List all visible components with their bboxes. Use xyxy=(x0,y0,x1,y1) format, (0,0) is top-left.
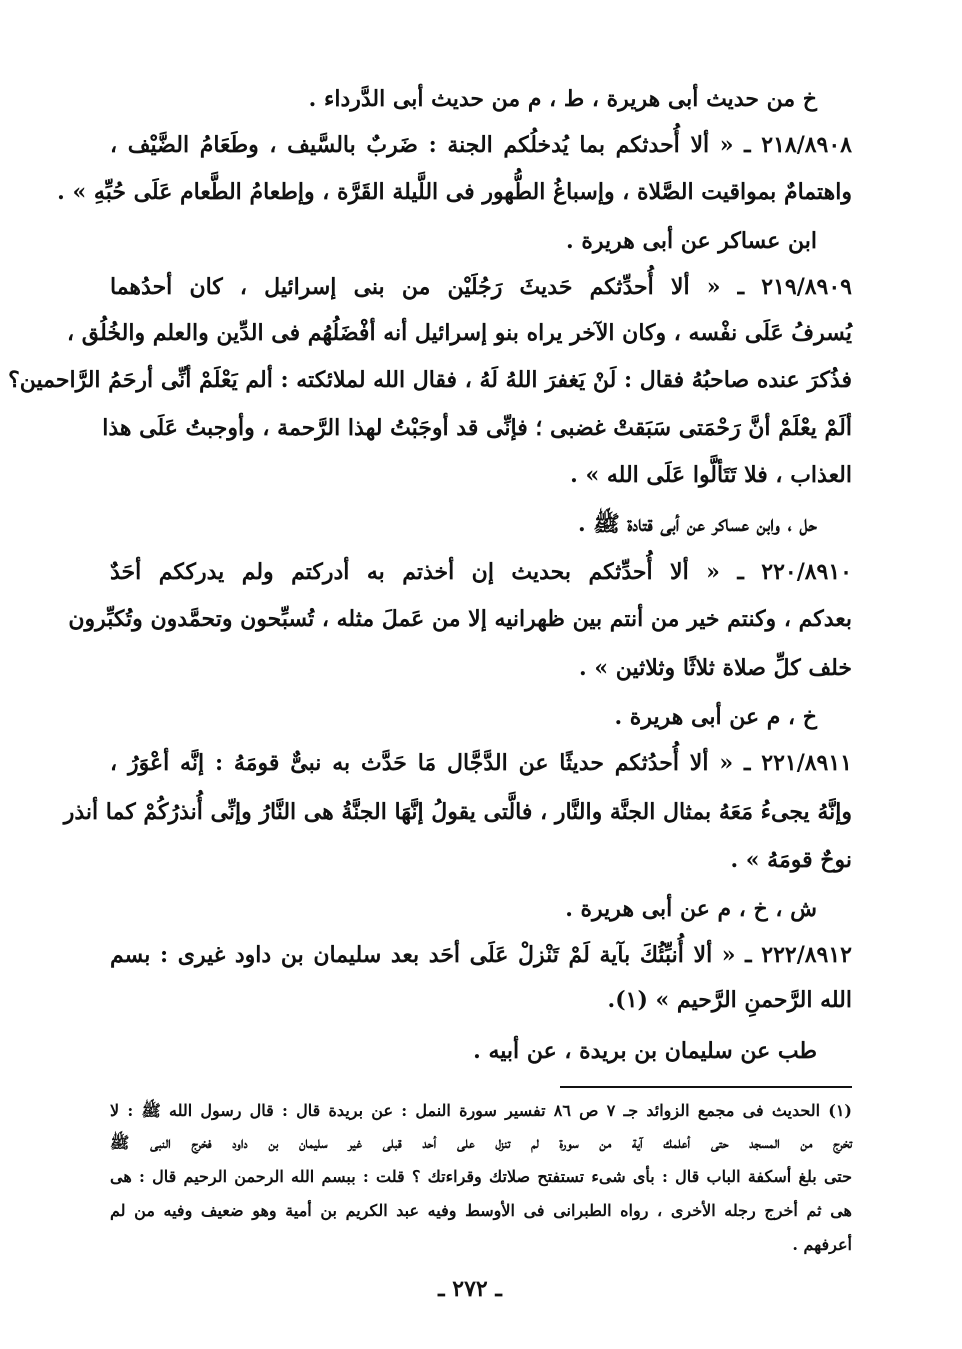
footnote-separator xyxy=(560,1086,852,1088)
hadith-221-line-3: نوحٌ قومَهُ » . xyxy=(730,847,852,873)
hadith-219-line-5: العذاب ، فلا تَتَألَّوا عَلَى الله » . xyxy=(570,462,852,488)
source-line: طب عن سليمان بن بريدة ، عن أبيه . xyxy=(473,1038,817,1064)
footnote-line: (١) الحديث فى مجمع الزوائد جـ ٧ ص ٨٦ تفسير سورة النمل : عن بريدة قال : قال رسول الله ﷺ : لا xyxy=(110,1101,852,1120)
hadith-218-line-2: واهتمامٌ بمواقيت الصَّلاة ، وإسباغُ الطُّهور فى اللَّيلة القَرَّة ، وإطعامُ الطَّعام عَلَى حُبِّهِ » . xyxy=(57,179,852,205)
hadith-219-line-1: ٢١٩/٨٩٠٩ ـ « ألا أُحدِّثكم حَديثَ رَجُلَيْن من بنى إسرائيل ، كان أحدُهما xyxy=(110,274,852,300)
hadith-218-line-1: ٢١٨/٨٩٠٨ ـ « ألا أُحدثكم بما يُدخلُكم الجنة : ضَربٌ بالسَّيف ، وطَعَامُ الضَّيْف ، xyxy=(110,132,852,158)
hadith-221-line-2: وإنَّهُ يجىءُ مَعَهُ بمثال الجنَّة والنَّار ، فالَّتى يقولُ إنَّهَا الجنَّةُ هى النَّارُ وإنِّى أُنذرُكُمْ كما أنذر xyxy=(63,799,852,825)
hadith-220-line-1: ٢٢٠/٨٩١٠ ـ « ألا أُحدِّثكم بحديث إن أخذتم به أدركتم ولم يدرككم أحَدٌ xyxy=(110,559,852,585)
hadith-220-line-3: خلف كلِّ صلاة ثلاثًا وثلاثين » . xyxy=(579,655,852,681)
hadith-219-line-2: يُسرفُ عَلَى نفْسه ، وكان الآخر يراه بنو إسرائيل أنه أفْضَلُهُم فى الدِّين والعلم والخُلُق ، xyxy=(67,320,852,346)
source-line: حل ، وابن عساكر عن أبى قتادة ﷺ . xyxy=(577,511,817,537)
footnote-line: أعرفهم . xyxy=(792,1235,852,1254)
footnote-line: حتى بلغ أسكفة الباب قال : بأى شىء تستفتح صلاتك وقراءتك ؟ قلت : ببسم الله الرحمن الرحيم قال : هى xyxy=(110,1167,852,1186)
hadith-222-line-2: الله الرَّحمنِ الرَّحيم » (١). xyxy=(607,987,852,1013)
hadith-222-line-1: ٢٢٢/٨٩١٢ ـ « ألا أُنبِّئُكَ بآية لَمْ تَنْزلْ عَلَى أحَد بعد سليمان بن داود غيرى : بسم xyxy=(110,942,852,968)
source-line: ابن عساكر عن أبى هريرة . xyxy=(566,228,817,254)
source-line: ش ، خ ، م عن أبى هريرة . xyxy=(565,896,817,922)
hadith-220-line-2: بعدكم ، وكنتم خير من أنتم بين ظهرانيه إلا من عَملَ مثله ، تُسبِّحون وتحمَّدون وتُكبِّرون xyxy=(68,606,852,632)
hadith-219-line-3: فذُكرَ عنده صاحبُهُ فقال : لَنْ يَغفرَ اللهُ لَهُ ، فقال الله لملائكته : ألم يَعْلَمْ أنِّى أرحَمُ الرَّاحمين؟ xyxy=(8,367,852,393)
hadith-221-line-1: ٢٢١/٨٩١١ ـ « ألا أُحدُثكم حديثًا عن الدَّجَّال مَا حَدَّث به نبىٌّ قومَهُ : إنَّه أعْوَرُ ، xyxy=(110,750,852,776)
source-line: خ ، م عن أبى هريرة . xyxy=(614,704,817,730)
source-line: خ من حديث أبى هريرة ، ط ، م من حديث أبى الدَّرداء . xyxy=(308,86,817,112)
footnote-line: هى ثم أخرج رجله الأخرى ، رواه الطبرانى فى الأوسط وفيه عبد الكريم بن أمية وهو ضعيف وفيه من لم xyxy=(110,1201,852,1220)
footnote-line: تخرج من المسجد حتى أعلمك آية من سورة لم تنزل على أحد قبلى غير سليمان بن داود فخرج النبى ﷺ xyxy=(110,1133,852,1152)
page-number: ـ ٢٧٢ ـ xyxy=(438,1276,502,1302)
hadith-219-line-4: ألَمْ يعْلَمْ أنَّ رَحْمَتى سَبَقتْ غضبى ؛ فإنِّى قد أوجَبْتُ لهذا الرَّحمة ، وأوجبتُ عَلَى هذا xyxy=(102,415,852,441)
